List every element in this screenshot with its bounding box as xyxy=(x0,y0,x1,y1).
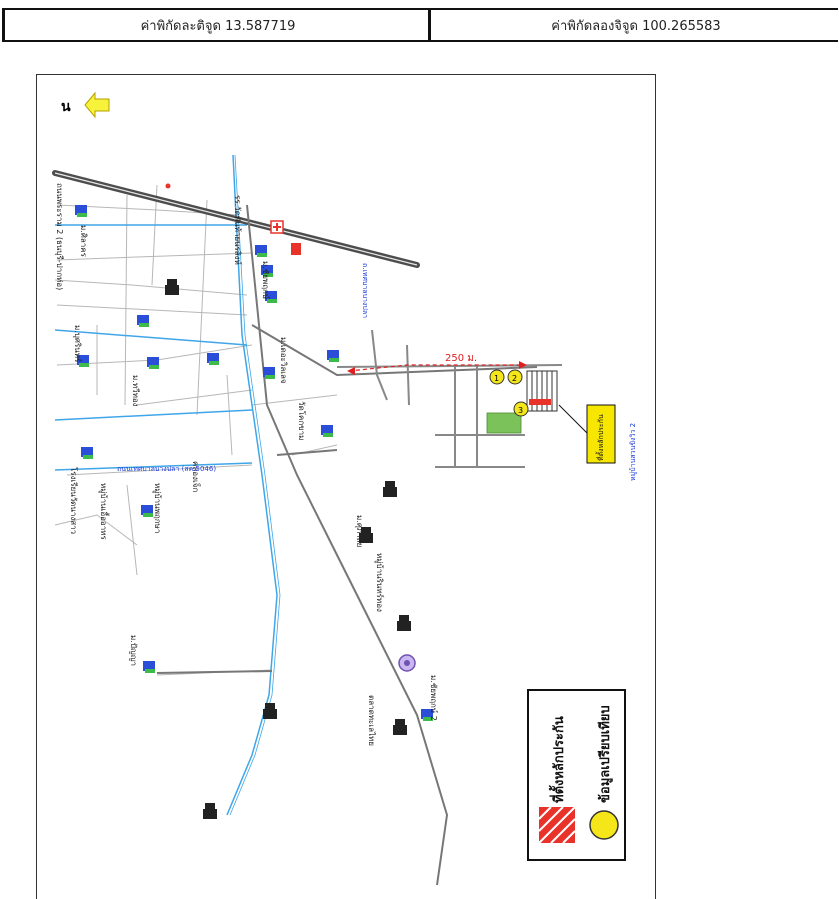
longitude-cell xyxy=(428,10,839,40)
place-label: ม.ศุภาลัย xyxy=(355,515,364,548)
latitude-cell xyxy=(2,10,431,40)
place-label: หมู่บ้านพฤกษา xyxy=(153,483,162,534)
village-icon xyxy=(141,505,153,517)
temple-icon xyxy=(399,655,415,671)
longitude-text: ค่าพิกัดลองจิจูด 100.265583 xyxy=(551,18,721,34)
village-icon xyxy=(143,661,155,673)
condo-building-icon xyxy=(383,481,397,497)
comparable-number-1: 1 xyxy=(494,374,500,383)
place-label: ม.ปัญญา xyxy=(129,635,138,667)
place-label: ม.ศิลาคร xyxy=(79,225,88,257)
place-label: หมู่บ้านรินทร์ทอง xyxy=(375,553,384,612)
legend-comparable-label: ข้อมูลเปรียบเทียบ xyxy=(598,705,613,803)
village-icon xyxy=(327,350,339,362)
place-label: หมู่บ้านเอื้ออาทร xyxy=(99,483,108,540)
place-label: ม.ชัยพฤกษ์ 2 xyxy=(429,675,438,721)
condo-building-icon xyxy=(203,803,217,819)
place-label: ม.เดอะวิลเลจ xyxy=(279,337,288,384)
hospital-building-icon xyxy=(291,243,301,255)
latitude-text: ค่าพิกัดละติจูด 13.587719 xyxy=(140,18,296,34)
legend-comparable-swatch xyxy=(590,811,618,839)
place-label: ม.ชัยพฤกษ์ xyxy=(261,261,270,300)
condo-building-icon xyxy=(165,279,179,295)
comparable-number-3: 3 xyxy=(518,406,524,415)
collateral-site-marker xyxy=(529,399,551,405)
location-map xyxy=(36,74,656,899)
place-label: วัดโคกขาม xyxy=(297,401,306,441)
secondary-roads xyxy=(157,205,537,885)
minor-streets xyxy=(55,185,337,675)
north-label: น xyxy=(61,99,71,115)
place-label: โรงเรียนวัดนางสาว xyxy=(69,467,78,535)
place-label: ม.ทวีทอง xyxy=(131,375,140,407)
north-arrow-icon xyxy=(61,93,109,117)
condo-building-icon xyxy=(263,703,277,719)
place-labels xyxy=(55,183,439,746)
village-icon xyxy=(147,357,159,369)
hospital-icon xyxy=(271,221,283,233)
village-icon xyxy=(207,353,219,365)
distance-label: 250 ม. xyxy=(445,353,478,364)
place-label: ตลาดทะเลไทย xyxy=(367,695,376,746)
village-icon xyxy=(137,315,149,327)
place-label: ถนนพระราม 2 (ธนบุรี-ปากท่อ) xyxy=(55,183,64,291)
legend-canvas xyxy=(529,691,624,859)
condo-building-icon xyxy=(397,615,411,631)
condo-building-icon xyxy=(393,719,407,735)
pin-icon xyxy=(166,184,171,189)
coordinate-bar xyxy=(2,8,838,42)
place-label: รร.วัดพันท้ายนรสิงห์ xyxy=(233,195,242,265)
site-callout xyxy=(559,405,615,463)
village-icon xyxy=(321,425,333,437)
callout-label: ที่ตั้งหลักประกัน xyxy=(597,414,605,461)
village-icon xyxy=(255,245,267,257)
comparable-number-2: 2 xyxy=(512,374,518,383)
district-label: หมู่บ้านสวนขิงวิว 2 xyxy=(629,422,637,481)
village-icon xyxy=(75,205,87,217)
village-icon xyxy=(81,447,93,459)
comparable-markers xyxy=(490,370,528,416)
legend-collateral-swatch xyxy=(539,807,575,843)
place-label: ม.บุศรินทร์ xyxy=(73,325,82,363)
place-label: ถนนเทศบาลบางปลา (สค.5046) xyxy=(117,465,217,473)
place-label: ถ.เทศบาลบางปลา xyxy=(361,263,369,319)
place-label: คลองเจ็ก xyxy=(191,461,200,493)
legend-collateral-label: ที่ตั้งหลักประกัน xyxy=(552,716,567,803)
map-legend xyxy=(527,689,626,861)
